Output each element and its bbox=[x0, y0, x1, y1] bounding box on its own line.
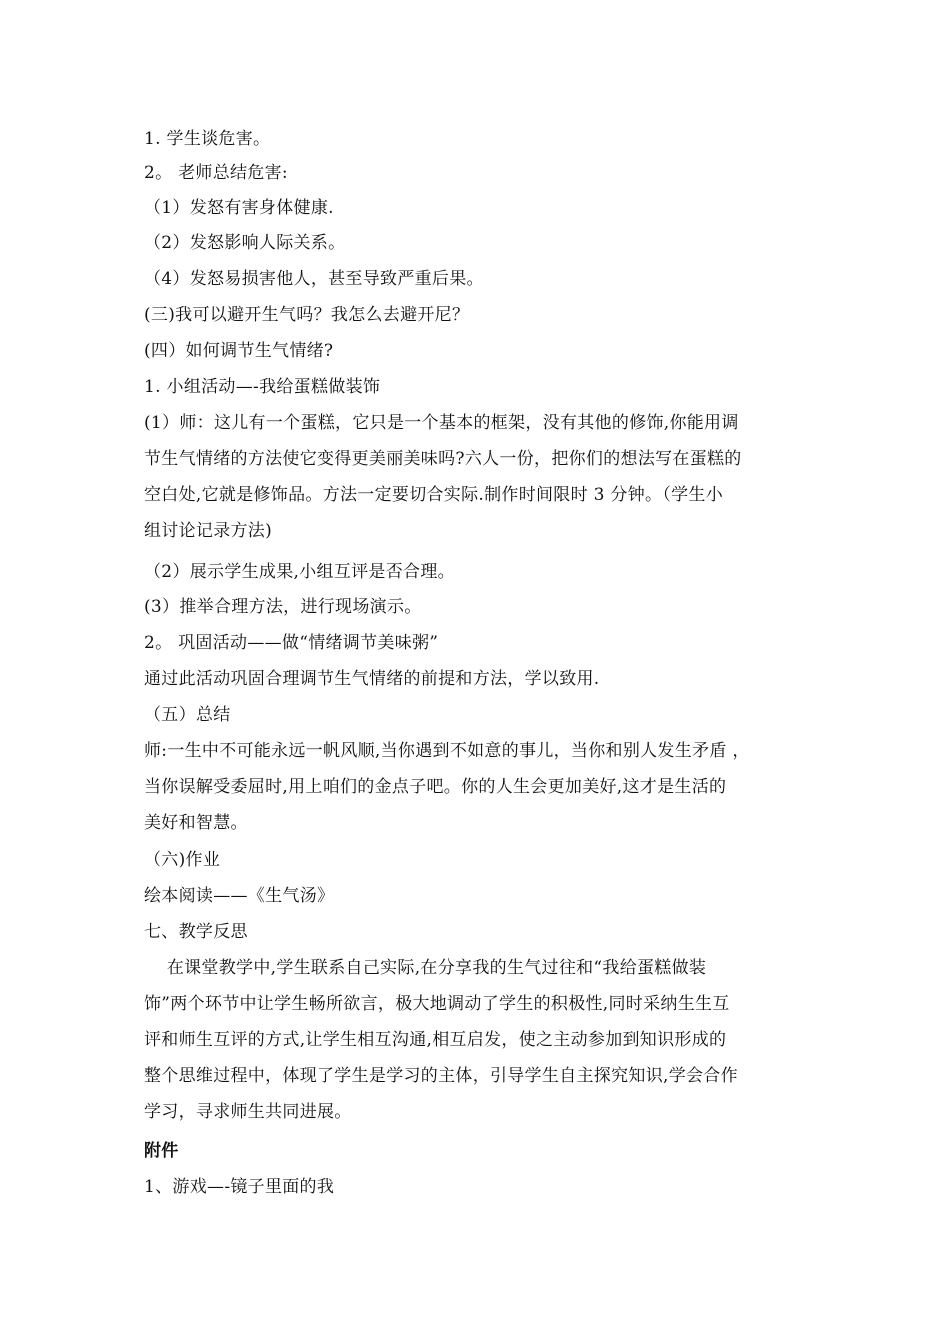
text-line: （1）发怒有害身体健康. bbox=[144, 198, 334, 218]
paragraph-line: (1）师：这儿有一个蛋糕，它只是一个基本的框架，没有其他的修饰,你能用调 bbox=[144, 413, 739, 433]
paragraph-line: 组讨论记录方法) bbox=[144, 521, 273, 541]
text-line: (3）推举合理方法，进行现场演示。 bbox=[144, 597, 422, 617]
section-heading: （六)作业 bbox=[144, 850, 221, 870]
text-line: 通过此活动巩固合理调节生气情绪的前提和方法，学以致用. bbox=[144, 669, 600, 689]
section-heading: 七、教学反思 bbox=[144, 922, 248, 942]
appendix-heading: 附件 bbox=[144, 1141, 179, 1161]
paragraph-line: 在课堂教学中,学生联系自己实际,在分享我的生气过往和“我给蛋糕做装 bbox=[144, 958, 707, 978]
paragraph-line: 评和师生互评的方式,让学生相互沟通,相互启发，使之主动参加到知识形成的 bbox=[144, 1030, 727, 1050]
paragraph-line: 空白处,它就是修饰品。方法一定要切合实际.制作时间限时 3 分钟。（学生小 bbox=[144, 485, 724, 505]
text-line: 1. 学生谈危害。 bbox=[144, 129, 271, 149]
paragraph-line: 美好和智慧。 bbox=[144, 813, 248, 833]
text-line: 绘本阅读——《生气汤》 bbox=[144, 886, 335, 906]
section-heading: (四）如何调节生气情绪? bbox=[144, 341, 334, 361]
section-heading: (三)我可以避开生气吗？我怎么去避开尼？ bbox=[144, 305, 470, 325]
text-line: 2。 老师总结危害: bbox=[144, 163, 288, 183]
paragraph-line: 当你误解受委屈时,用上咱们的金点子吧。你的人生会更加美好,这才是生活的 bbox=[144, 777, 727, 797]
paragraph-line: 师:一生中不可能永远一帆风顺,当你遇到不如意的事儿，当你和别人发生矛盾 ， bbox=[144, 741, 750, 761]
paragraph-line: 整个思维过程中，体现了学生是学习的主体，引导学生自主探究知识,学会合作 bbox=[144, 1066, 738, 1086]
text-line: （2）发怒影响人际关系。 bbox=[144, 233, 346, 253]
paragraph-line: 学习，寻求师生共同进展。 bbox=[144, 1102, 352, 1122]
paragraph-line: 节生气情绪的方法使它变得更美丽美味吗?六人一份，把你们的想法写在蛋糕的 bbox=[144, 449, 742, 469]
text-line: 2。 巩固活动——做“情绪调节美味粥” bbox=[144, 633, 439, 653]
paragraph-line: 饰”两个环节中让学生畅所欲言，极大地调动了学生的积极性,同时采纳生生互 bbox=[144, 994, 730, 1014]
text-line: 1、游戏—-镜子里面的我 bbox=[144, 1177, 335, 1197]
text-line: （4）发怒易损害他人，甚至导致严重后果。 bbox=[144, 269, 484, 289]
text-line: 1. 小组活动—-我给蛋糕做装饰 bbox=[144, 377, 381, 397]
text-line: （2）展示学生成果,小组互评是否合理。 bbox=[144, 562, 455, 582]
section-heading: （五）总结 bbox=[144, 705, 231, 725]
